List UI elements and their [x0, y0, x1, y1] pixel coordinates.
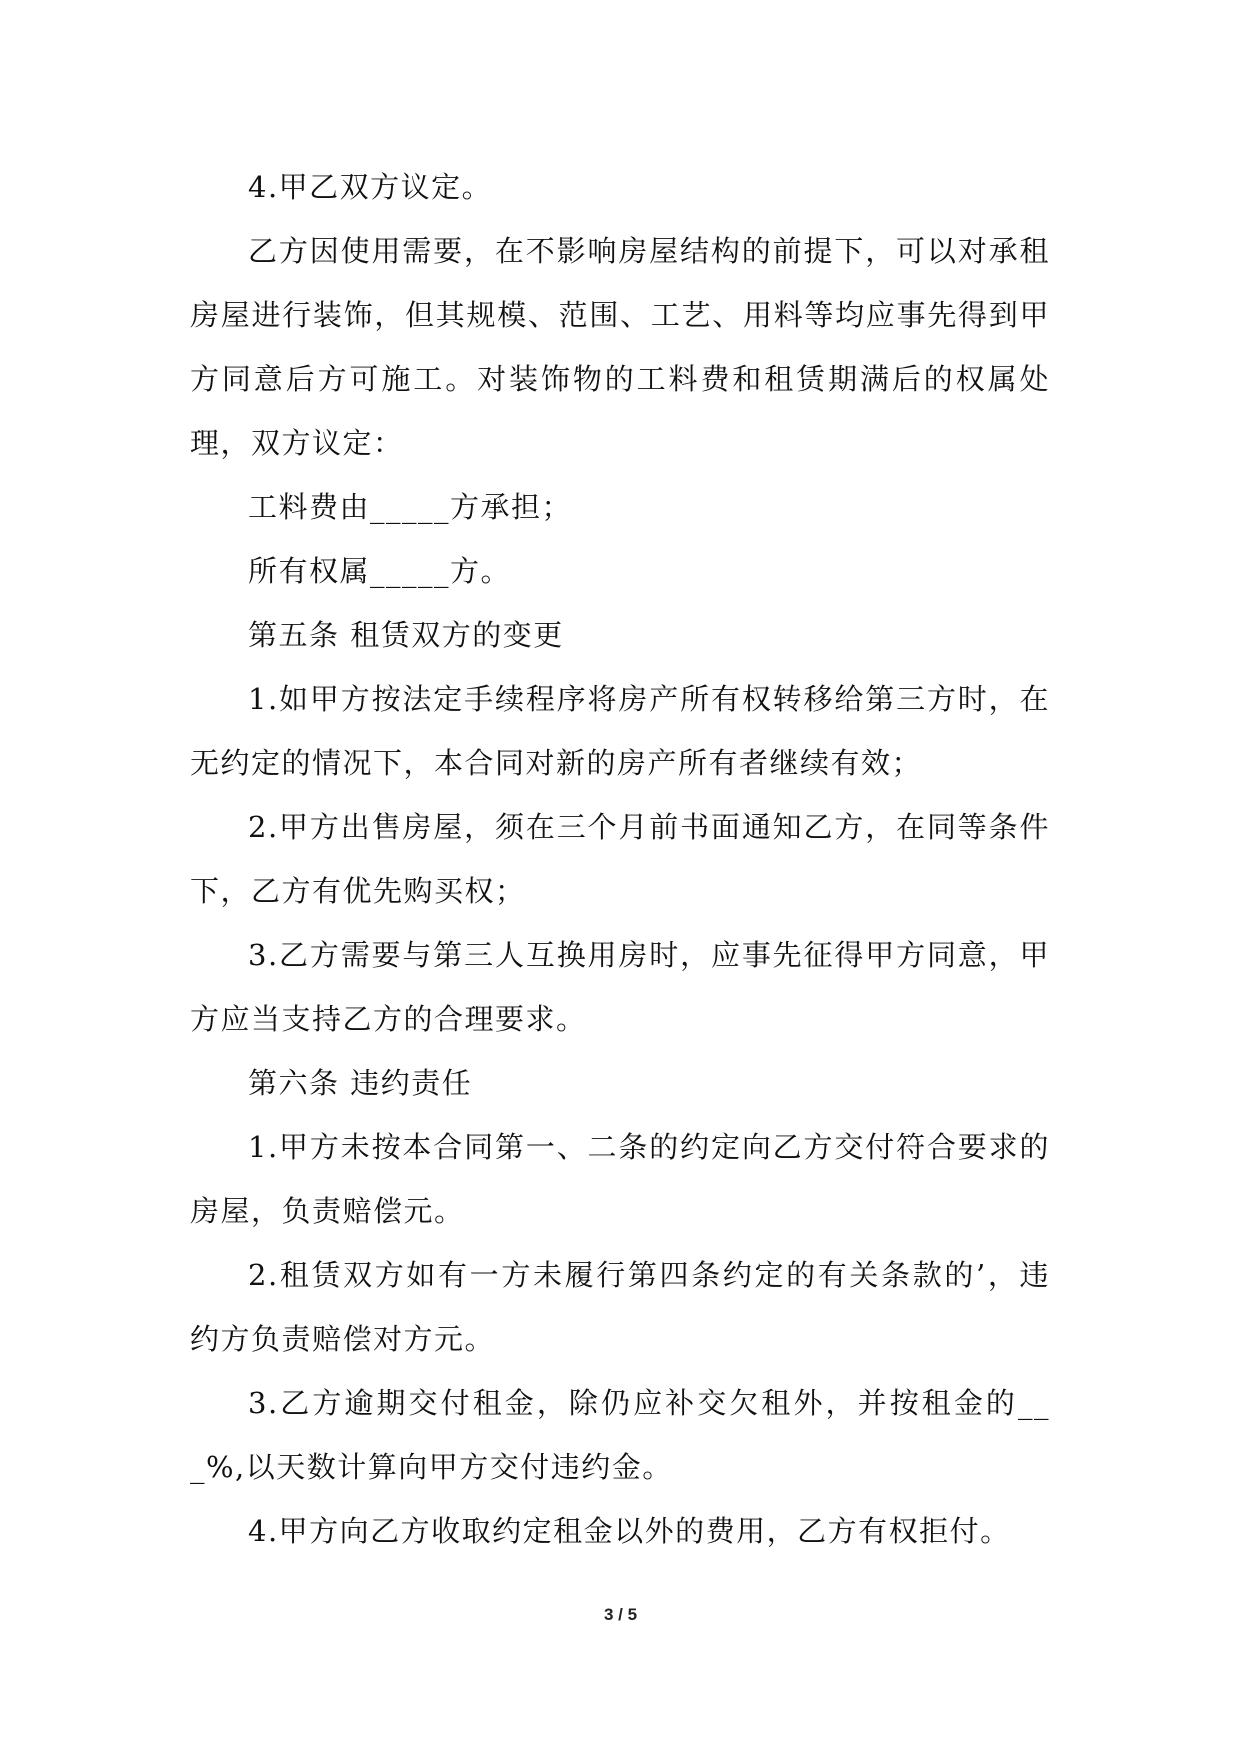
paragraph-article-6-item-2: 2.租赁双方如有一方未履行第四条约定的有关条款的’，违约方负责赔偿对方元。	[190, 1258, 1050, 1356]
paragraph-article-5-item-2: 2.甲方出售房屋，须在三个月前书面通知乙方，在同等条件下，乙方有优先购买权；	[190, 810, 1050, 908]
paragraph-material-cost: 工料费由_____方承担；	[248, 490, 573, 524]
paragraph-article-5-item-3: 3.乙方需要与第三人互换用房时，应事先征得甲方同意，甲方应当支持乙方的合理要求。	[190, 938, 1050, 1036]
paragraph-clause-4: 4.甲乙双方议定。	[248, 170, 493, 204]
paragraph-article-6-item-4: 4.甲方向乙方收取约定租金以外的费用，乙方有权拒付。	[248, 1514, 1011, 1548]
article-5-heading: 第五条 租赁双方的变更	[248, 618, 564, 652]
paragraph-article-5-item-1: 1.如甲方按法定手续程序将房产所有权转移给第三方时，在无约定的情况下，本合同对新的房产所有者继续有效；	[190, 682, 1050, 780]
paragraph-article-6-item-3: 3.乙方逾期交付租金，除仍应补交欠租外，并按租金的___%,以天数计算向甲方交付违约金。	[190, 1386, 1050, 1484]
article-6-heading: 第六条 违约责任	[248, 1066, 473, 1100]
page-number: 3 / 5	[603, 1605, 638, 1624]
paragraph-ownership: 所有权属_____方。	[248, 554, 512, 588]
paragraph-decoration-terms: 乙方因使用需要，在不影响房屋结构的前提下，可以对承租房屋进行装饰，但其规模、范围、工艺、用料等均应事先得到甲方同意后方可施工。对装饰物的工料费和租赁期满后的权属处理，双方议定：	[190, 234, 1050, 460]
paragraph-article-6-item-1: 1.甲方未按本合同第一、二条的约定向乙方交付符合要求的房屋，负责赔偿元。	[190, 1130, 1050, 1228]
document-body	[190, 155, 1050, 1563]
